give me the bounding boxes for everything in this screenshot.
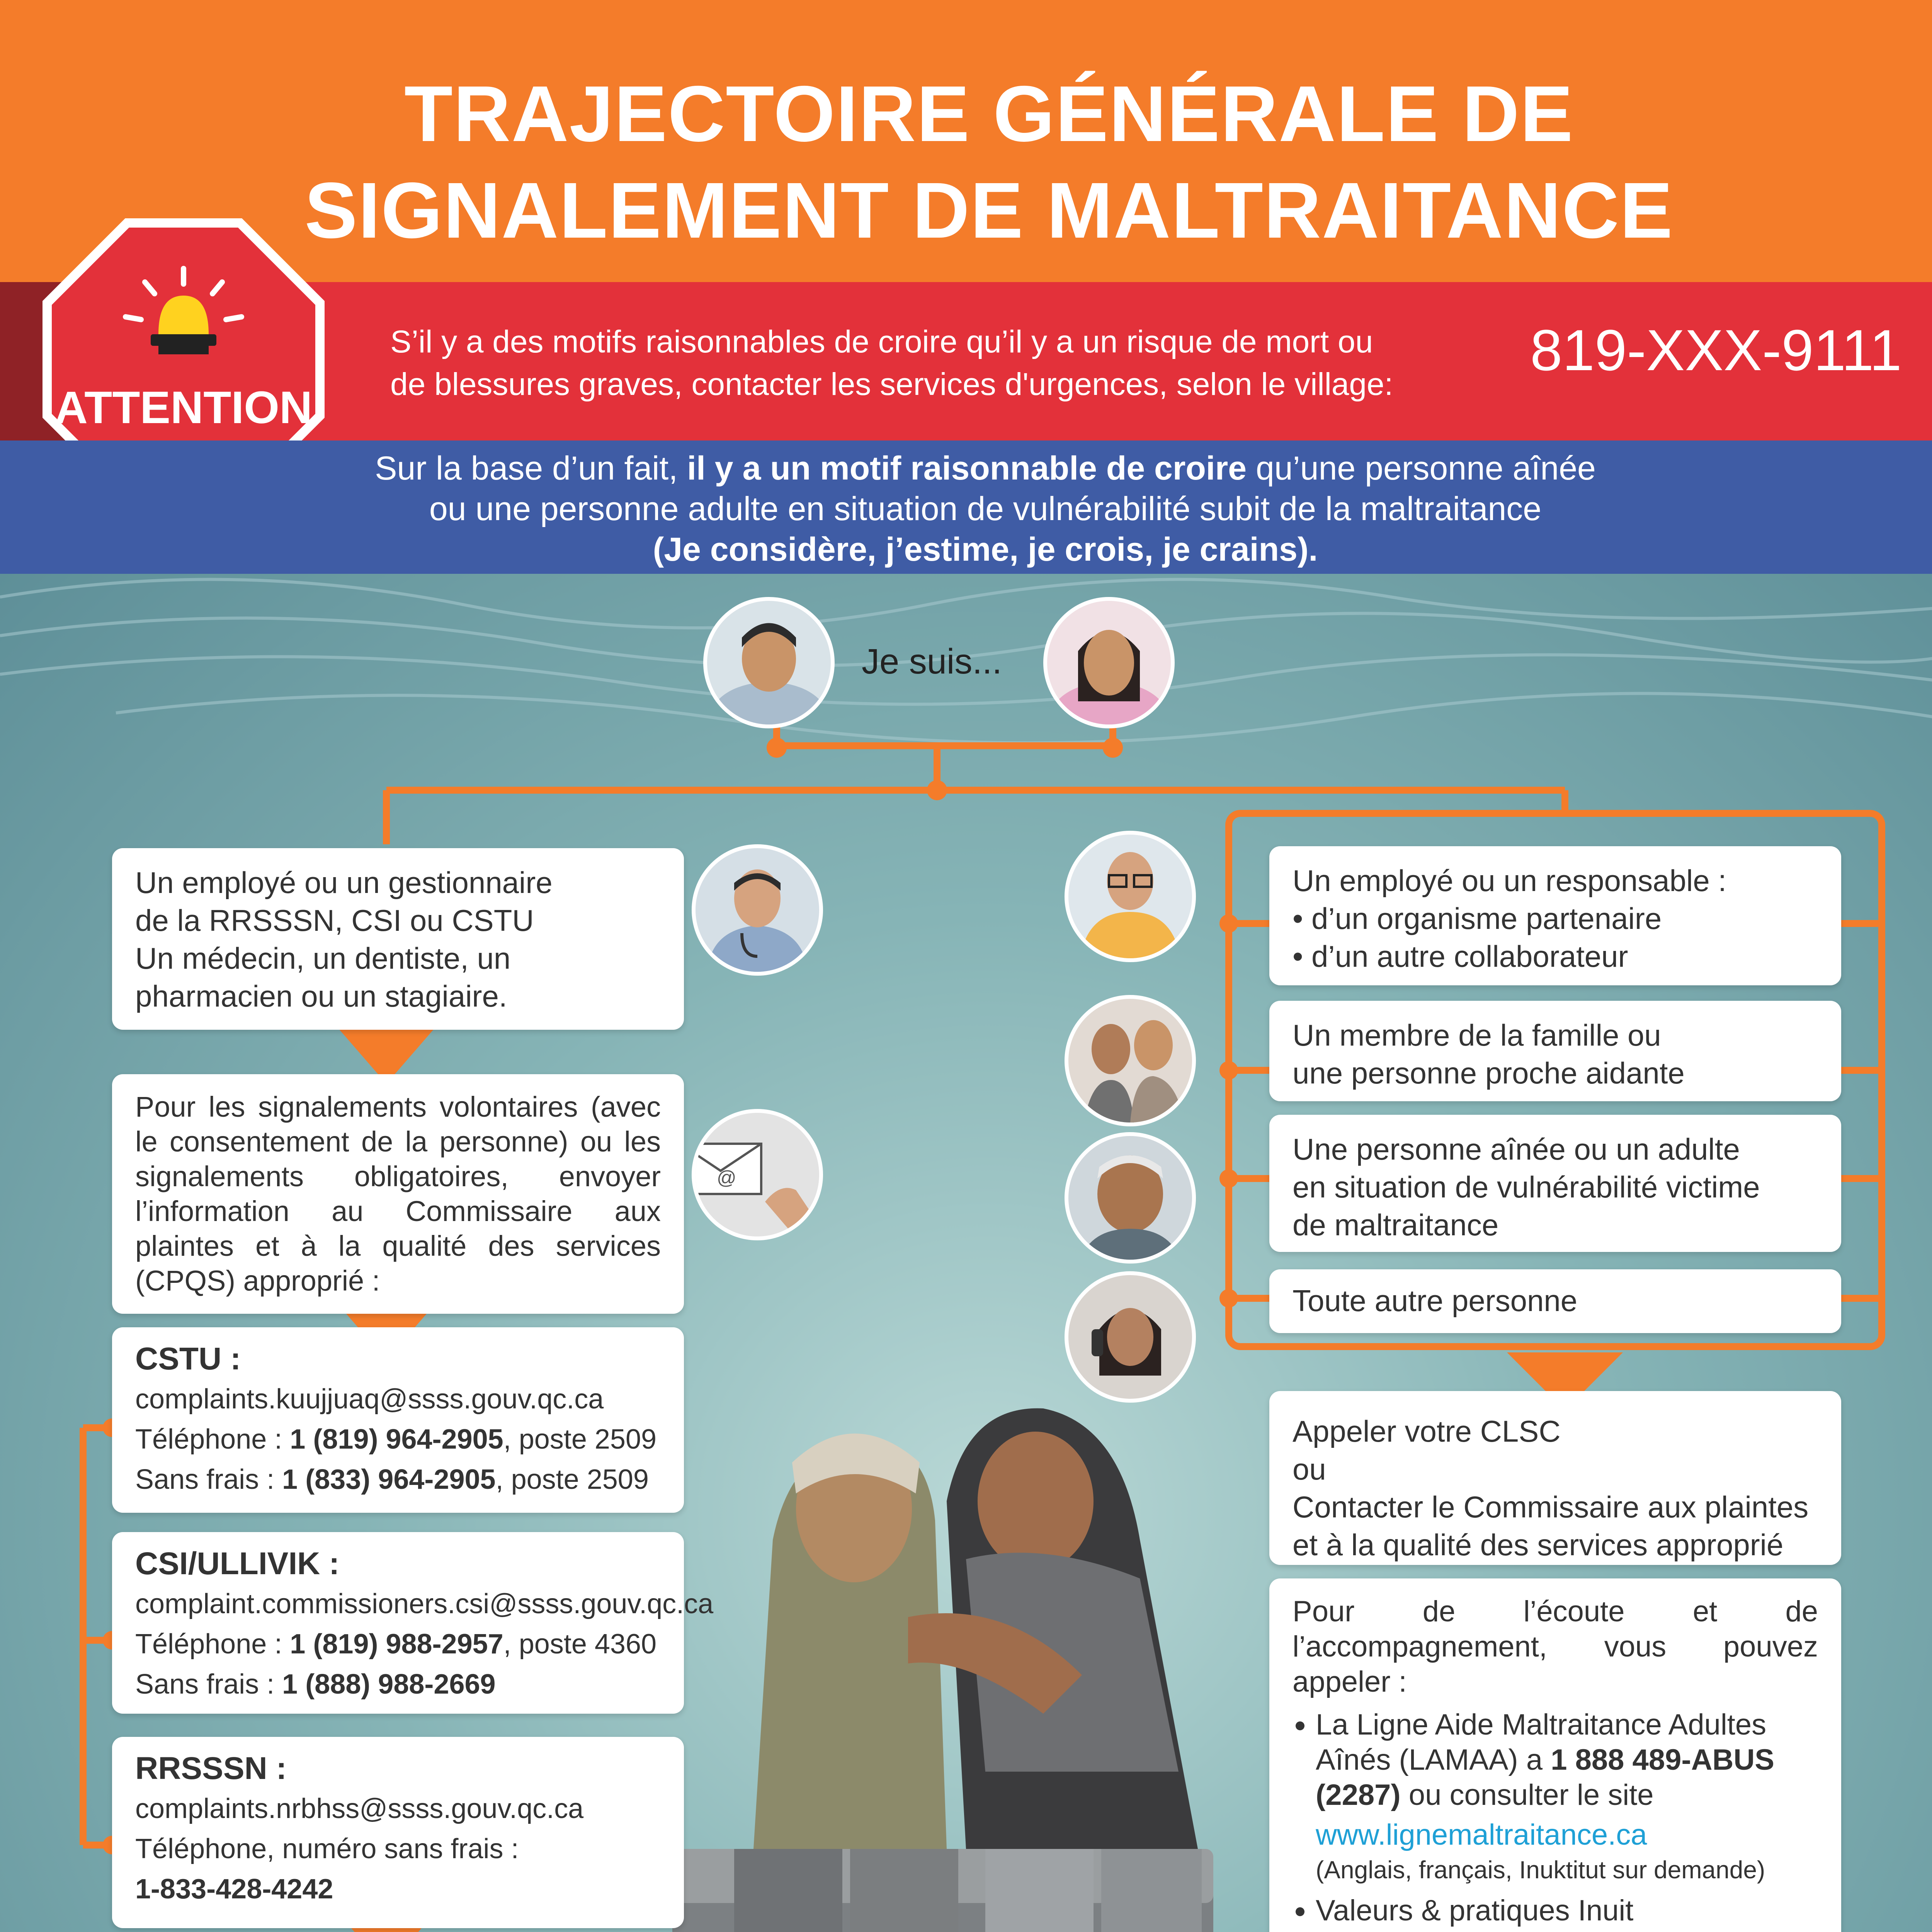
victim-card: Une personne aînée ou un adulte en situation de vulnérabilité victime de maltraitance bbox=[1269, 1115, 1841, 1252]
partner-avatar bbox=[1065, 831, 1196, 962]
email-avatar bbox=[692, 1109, 823, 1240]
cstu-email[interactable]: complaints.kuujjuaq@ssss.gouv.qc.ca bbox=[135, 1384, 604, 1415]
inuit-man-avatar bbox=[703, 597, 835, 728]
emergency-text-line-1: S’il y a des motifs raisonnables de croire qu’il y a un risque de mort ou bbox=[390, 324, 1373, 359]
clsc-card: Appeler votre CLSC ou Contacter le Commissaire aux plaintes et à la qualité des services approprié bbox=[1269, 1391, 1841, 1565]
reason-text: Sur la base d’un fait, il y a un motif raisonnable de croire qu’une personne aînée ou une personne adulte en situation de vulnérabilité subit de la maltraitance (Je considère, j’estime, je crois, je crains). bbox=[375, 450, 1596, 568]
partner-item: • d’un organisme partenaire bbox=[1293, 901, 1662, 935]
cstu-card: CSTU : complaints.kuujjuaq@ssss.gouv.qc.ca Téléphone : 1 (819) 964-2905, poste 2509 Sans frais : 1 (833) 964-2905, poste 2509 bbox=[112, 1327, 684, 1513]
elder-avatar bbox=[1065, 1132, 1196, 1264]
rrsssn-card: RRSSSN : complaints.nrbhss@ssss.gouv.qc.ca Téléphone, numéro sans frais : 1-833-428-4242 bbox=[112, 1737, 684, 1928]
emergency-text-line-2: de blessures graves, contacter les services d'urgences, selon le village: bbox=[390, 367, 1393, 402]
envelope-icon bbox=[696, 1113, 819, 1236]
lamaa-item: • La Ligne Aide Maltraitance Adultes Aînés (LAMAA) a 1 888 489-ABUS (2287) ou consulter le site www.lignemaltraitance.ca (Anglais, français, Inuktitut sur demande) bbox=[1316, 1707, 1818, 1888]
csi-card: CSI/ULLIVIK : complaint.commissioners.csi@ssss.gouv.qc.ca Téléphone : 1 (819) 988-2957, poste 4360 Sans frais : 1 (888) 988-2669 bbox=[112, 1532, 684, 1714]
signal-card: Pour les signalements volontaires (avec le consentement de la personne) ou les signalements obligatoires, envoyer l’information au Commissaire aux plaintes et à la qualité des services (CPQS) approprié : bbox=[112, 1074, 684, 1314]
partner-item: • d’un autre collaborateur bbox=[1293, 939, 1628, 973]
title-line-2: SIGNALEMENT DE MALTRAITANCE bbox=[304, 166, 1673, 255]
woman-face-icon bbox=[1047, 601, 1171, 724]
csi-email[interactable]: complaint.commissioners.csi@ssss.gouv.qc.ca bbox=[135, 1588, 714, 1619]
emergency-text bbox=[390, 321, 1511, 406]
je-suis-label: Je suis... bbox=[862, 642, 1002, 681]
man-face-icon bbox=[707, 601, 831, 724]
family-avatar bbox=[1065, 995, 1196, 1126]
inuit-woman-avatar bbox=[1043, 597, 1175, 728]
family-card: Un membre de la famille ou une personne proche aidante bbox=[1269, 1001, 1841, 1101]
elder-icon bbox=[1068, 1136, 1192, 1260]
doctor-avatar bbox=[692, 844, 823, 976]
family-icon bbox=[1068, 999, 1192, 1122]
other-person-card: Toute autre personne bbox=[1269, 1269, 1841, 1333]
central-illustration bbox=[618, 1408, 1329, 1932]
rrsssn-email[interactable]: complaints.nrbhss@ssss.gouv.qc.ca bbox=[135, 1793, 584, 1824]
other-person-avatar bbox=[1065, 1271, 1196, 1403]
partner-card: Un employé ou un responsable : • d’un organisme partenaire • d’un autre collaborateur bbox=[1269, 846, 1841, 985]
attention-label: ATTENTION bbox=[54, 382, 313, 433]
employee-card: Un employé ou un gestionnaire de la RRSSSN, CSI ou CSTU Un médecin, un dentiste, un pharmacien ou un stagiaire. bbox=[112, 848, 684, 1030]
woman-glasses-icon bbox=[1068, 835, 1192, 958]
help-lines-card: Pour de l’écoute et de l’accompagnement, vous pouvez appeler : • La Ligne Aide Maltraitance Adultes Aînés (LAMAA) a 1 888 489-ABUS (2287) ou consulter le site www.lignemaltraitance.ca (Anglais, français, Inuktitut sur demande) • Valeurs & pratiques Inuit bbox=[1269, 1578, 1841, 1932]
phone-caller-icon bbox=[1068, 1275, 1192, 1399]
lamaa-link[interactable]: www.lignemaltraitance.ca bbox=[1316, 1818, 1647, 1851]
svg-text:@: @ bbox=[717, 1167, 736, 1189]
emergency-phone: 819-XXX-9111 bbox=[1530, 318, 1902, 383]
title-line-1: TRAJECTOIRE GÉNÉRALE DE bbox=[404, 70, 1574, 158]
doctor-icon bbox=[696, 848, 819, 972]
inuit-values-item: • Valeurs & pratiques Inuit bbox=[1316, 1893, 1818, 1932]
